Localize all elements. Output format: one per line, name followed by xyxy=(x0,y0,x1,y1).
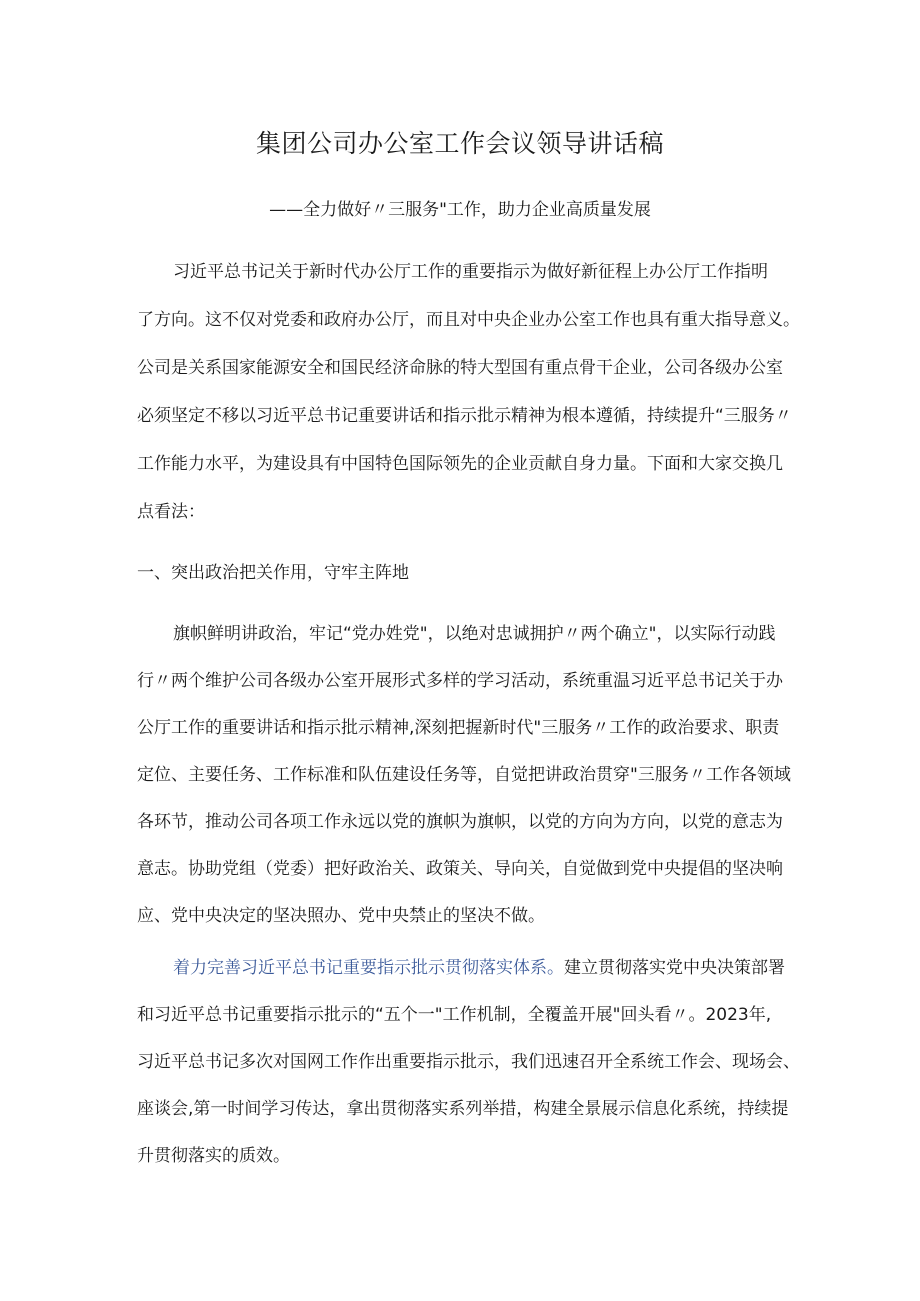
intro-line: 公司是关系国家能源安全和国民经济命脉的特大型国有重点骨干企业，公司各级办公室 xyxy=(137,358,783,378)
intro-line: 必须坚定不移以习近平总书记重要讲话和指示批示精神为根本遵循，持续提升“三服务〃 xyxy=(137,406,792,426)
paragraph-line: 意志。协助党组（党委）把好政治关、政策关、导向关，自觉做到党中央提倡的坚决响 xyxy=(137,859,783,879)
paragraph-line: 公厅工作的重要讲话和指示批示精神,深刻把握新时代"三服务〃工作的政治要求、职责 xyxy=(137,718,780,738)
document-subtitle: ——全力做好〃三服务"工作，助力企业高质量发展 xyxy=(269,200,651,220)
paragraph-text: 建立贯彻落实党中央决策部署 xyxy=(564,958,785,978)
paragraph-line: 行〃两个维护公司各级办公室开展形式多样的学习活动，系统重温习近平总书记关于办 xyxy=(137,671,783,691)
document-title: 集团公司办公室工作会议领导讲话稿 xyxy=(255,129,664,158)
paragraph-line: 升贯彻落实的质效。 xyxy=(137,1146,290,1166)
paragraph-line: 座谈会,第一时间学习传达，拿出贯彻落实系列举措，构建全景展示信息化系统，持续提 xyxy=(137,1099,789,1119)
intro-line: 工作能力水平，为建设具有中国特色国际领先的企业贡献自身力量。下面和大家交换几 xyxy=(137,454,783,474)
paragraph-line: 应、党中央决定的坚决照办、党中央禁止的坚决不做。 xyxy=(137,906,545,926)
paragraph-line: 习近平总书记多次对国网工作作出重要指示批示，我们迅速召开全系统工作会、现场会、 xyxy=(137,1052,800,1072)
highlighted-heading: 着力完善习近平总书记重要指示批示贯彻落实体系。 xyxy=(173,958,564,978)
intro-line: 了方向。这不仅对党委和政府办公厅，而且对中央企业办公室工作也具有重大指导意义。 xyxy=(137,310,800,330)
paragraph-line xyxy=(173,955,797,981)
section-heading: 一、突出政治把关作用，守牢主阵地 xyxy=(137,563,409,583)
paragraph-line: 各环节，推动公司各项工作永远以党的旗帜为旗帜，以党的方向为方向，以党的意志为 xyxy=(137,812,783,832)
paragraph-line: 旗帜鲜明讲政治，牢记“党办姓党"，以绝对忠诚拥护〃两个确立"，以实际行动践 xyxy=(173,624,776,644)
intro-line: 点看法： xyxy=(137,502,205,522)
paragraph-line: 和习近平总书记重要指示批示的“五个一"工作机制，全覆盖开展"回头看〃。2023年, xyxy=(137,1005,772,1025)
paragraph-line: 定位、主要任务、工作标准和队伍建设任务等，自觉把讲政治贯穿"三服务〃工作各领域 xyxy=(137,765,791,785)
intro-line: 习近平总书记关于新时代办公厅工作的重要指示为做好新征程上办公厅工作指明 xyxy=(173,262,768,282)
